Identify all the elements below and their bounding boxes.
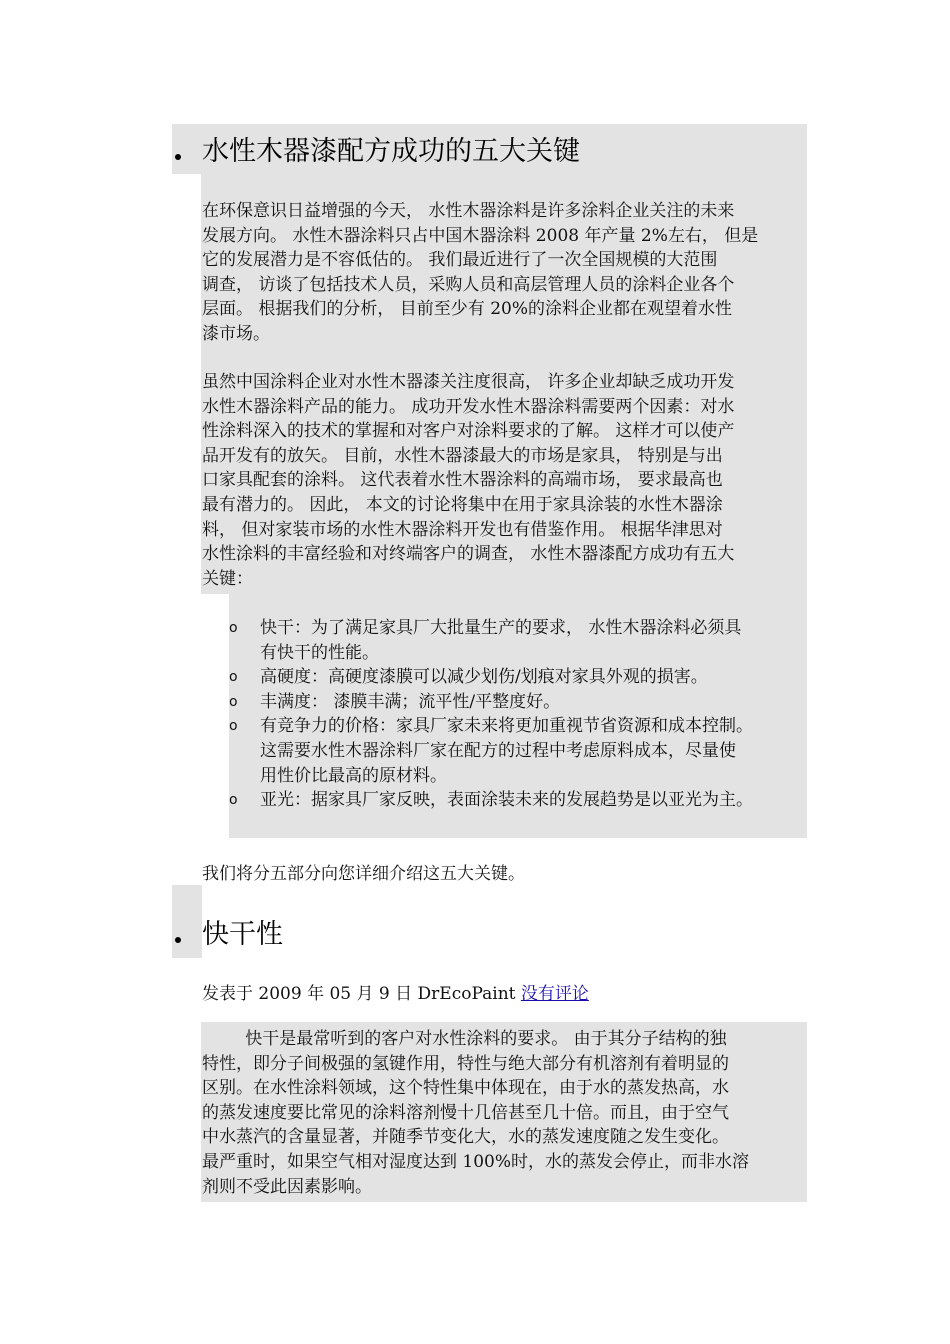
list-item bbox=[229, 665, 809, 690]
text-line: 关键： bbox=[202, 568, 253, 589]
text-line: 口家具配套的涂料。 这代表着水性木器涂料的高端市场， 要求最高也 bbox=[202, 470, 723, 491]
text-line: 它的发展潜力是不容低估的。 我们最近进行了一次全国规模的大范围 bbox=[202, 250, 718, 271]
text-line: 虽然中国涂料企业对水性木器漆关注度很高， 许多企业却缺乏成功开发 bbox=[202, 372, 735, 392]
text-line: 亚光：据家具厂家反映，表面涂装未来的发展趋势是以亚光为主。 bbox=[260, 790, 753, 811]
text-line: 调查， 访谈了包括技术人员，采购人员和高层管理人员的涂料企业各个 bbox=[202, 274, 735, 295]
list-marker-icon: o bbox=[229, 693, 238, 710]
section-title: 快干性 bbox=[202, 919, 283, 950]
quick-dry-paragraph bbox=[202, 1027, 807, 1199]
post-date-author: 发表于 2009 年 05 月 9 日 DrEcoPaint bbox=[202, 984, 521, 1004]
list-item bbox=[229, 690, 809, 715]
text-line: 快干是最常听到的客户对水性涂料的要求。 由于其分子结构的独 bbox=[202, 1029, 727, 1049]
post-meta bbox=[202, 982, 589, 1006]
text-line: 料， 但对家装市场的水性木器涂料开发也有借鉴作用。 根据华津思对 bbox=[202, 519, 723, 540]
text-line: 品开发有的放矢。 目前，水性木器漆最大的市场是家具， 特别是与出 bbox=[202, 445, 723, 466]
list-marker-icon: o bbox=[229, 792, 238, 809]
text-line: 在环保意识日益增强的今天， 水性木器涂料是许多涂料企业关注的未来 bbox=[202, 201, 735, 221]
context-paragraph bbox=[202, 370, 807, 591]
heading-bullet-icon bbox=[175, 937, 181, 943]
text-line: 水性涂料的丰富经验和对终端客户的调查， 水性木器漆配方成功有五大 bbox=[202, 544, 735, 565]
text-line: 最有潜力的。 因此， 本文的讨论将集中在用于家具涂装的水性木器涂 bbox=[202, 494, 723, 515]
text-line: 的蒸发速度要比常见的涂料溶剂慢十几倍甚至几十倍。而且，由于空气 bbox=[202, 1102, 729, 1123]
list-item bbox=[229, 788, 809, 813]
text-line: 丰满度： 漆膜丰满；流平性/平整度好。 bbox=[260, 691, 561, 712]
comments-link[interactable]: 没有评论 bbox=[520, 984, 589, 1004]
text-line: 漆市场。 bbox=[202, 323, 270, 344]
text-line: 有竞争力的价格：家具厂家未来将更加重视节省资源和成本控制。 bbox=[260, 716, 753, 737]
list-marker-icon: o bbox=[229, 718, 238, 735]
text-line: 有快干的性能。 bbox=[260, 642, 379, 663]
article-title: 水性木器漆配方成功的五大关键 bbox=[202, 136, 580, 167]
text-line: 这需要水性木器涂料厂家在配方的过程中考虑原料成本，尽量使 bbox=[260, 740, 736, 761]
text-line: 层面。 根据我们的分析， 目前至少有 20%的涂料企业都在观望着水性 bbox=[202, 299, 732, 320]
text-line: 区别。在水性涂料领域，这个特性集中体现在，由于水的蒸发热高，水 bbox=[202, 1078, 729, 1099]
text-line: 水性木器涂料产品的能力。 成功开发水性木器涂料需要两个因素：对水 bbox=[202, 396, 735, 417]
closing-paragraph bbox=[202, 862, 807, 887]
text-line: 特性，即分子间极强的氢键作用，特性与绝大部分有机溶剂有着明显的 bbox=[202, 1053, 729, 1074]
text-line: 剂则不受此因素影响。 bbox=[202, 1176, 372, 1197]
list-marker-icon: o bbox=[229, 669, 238, 686]
list-item bbox=[229, 714, 809, 788]
text-line: 中水蒸汽的含量显著，并随季节变化大，水的蒸发速度随之发生变化。 bbox=[202, 1127, 729, 1148]
heading-shade-2 bbox=[172, 885, 202, 958]
list-item bbox=[229, 616, 809, 665]
list-marker-icon: o bbox=[229, 620, 238, 636]
text-line: 性涂料深入的技术的掌握和对客户对涂料要求的了解。 这样才可以使产 bbox=[202, 421, 735, 442]
text-line: 高硬度：高硬度漆膜可以减少划伤/划痕对家具外观的损害。 bbox=[260, 667, 708, 688]
text-line: 用性价比最高的原材料。 bbox=[260, 765, 447, 786]
text-line: 发展方向。 水性木器涂料只占中国木器涂料 2008 年产量 2%左右， 但是 bbox=[202, 225, 759, 246]
intro-paragraph bbox=[202, 199, 807, 347]
five-keys-list bbox=[229, 616, 809, 813]
text-line: 我们将分五部分向您详细介绍这五大关键。 bbox=[202, 864, 525, 884]
text-line: 最严重时，如果空气相对湿度达到 100%时，水的蒸发会停止，而非水溶 bbox=[202, 1151, 750, 1172]
text-line: 快干：为了满足家具厂大批量生产的要求， 水性木器涂料必须具 bbox=[260, 618, 742, 638]
heading-bullet-icon bbox=[175, 154, 181, 160]
